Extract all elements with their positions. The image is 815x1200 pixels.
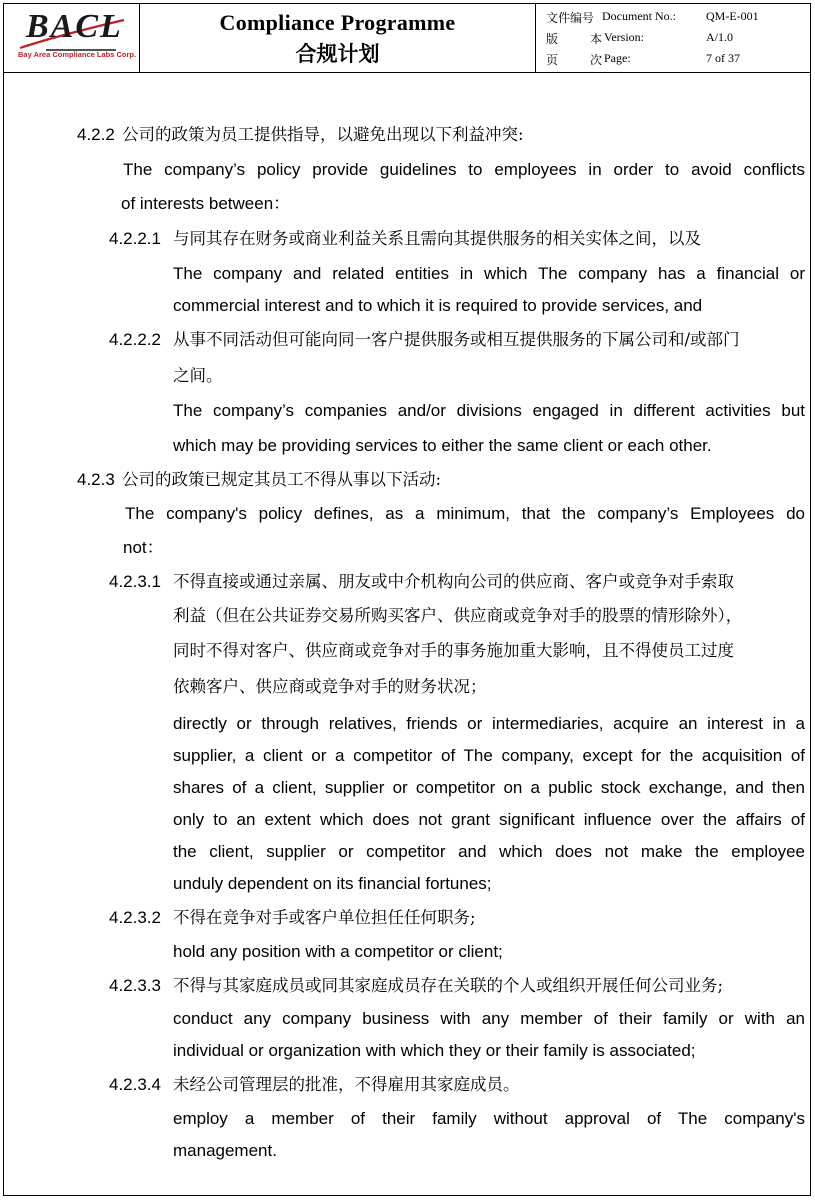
meta-label-zh-2: 次: [590, 53, 603, 67]
clause-number: 4.2.3.1: [109, 572, 161, 591]
logo-cell: [4, 4, 140, 72]
meta-label-zh: 版: [546, 32, 559, 46]
clause-text-zh: 同时不得对客户、供应商或竞争对手的事务施加重大影响，且不得使员工过度: [173, 641, 734, 660]
clause-text-zh: 不得直接或通过亲属、朋友或中介机构向公司的供应商、客户或竞争对手索取: [173, 572, 734, 591]
clause-text-en: The company and related entities in which The company has a financial or: [173, 264, 805, 283]
section-text-en: not：: [123, 538, 164, 557]
document-meta: [536, 4, 810, 72]
section-text-en: The company’s policy provide guidelines to employees in order to avoid conflicts: [123, 160, 805, 179]
meta-label-zh-2: 本: [590, 32, 603, 46]
clause-text-zh: 之间。: [173, 366, 223, 385]
clause-text-en: The company’s companies and/or divisions engaged in different activities but: [173, 401, 805, 420]
logo-subtitle: Bay Area Compliance Labs Corp.: [18, 50, 137, 59]
logo-wordmark: BACL: [26, 8, 123, 45]
clause-text-zh: 依赖客户、供应商或竞争对手的财务状况；: [173, 677, 487, 696]
section-text-en: of interests between：: [121, 194, 291, 213]
clause-text-en: hold any position with a competitor or client;: [173, 942, 503, 961]
clause-text-zh: 从事不同活动但可能向同一客户提供服务或相互提供服务的下属公司和/或部门: [173, 330, 740, 349]
clause-number: 4.2.2.1: [109, 229, 161, 248]
meta-label-en: Page:: [604, 51, 631, 65]
meta-label-en: Document No.:: [602, 9, 676, 23]
clause-text-en: management.: [173, 1141, 277, 1160]
clause-number: 4.2.3.3: [109, 976, 161, 995]
clause-text-en: commercial interest and to which it is required to provide services, and: [173, 296, 703, 315]
section-text-en: The company's policy defines, as a minimum, that the company’s Employees do: [125, 504, 805, 523]
clause-text-zh: 不得在竞争对手或客户单位担任任何职务;: [173, 908, 476, 927]
clause-text-zh: 与同其存在财务或商业利益关系且需向其提供服务的相关实体之间，以及: [173, 229, 701, 248]
clause-text-en: which may be providing services to either the same client or each other.: [173, 436, 712, 455]
clause-text-zh: 不得与其家庭成员或同其家庭成员存在关联的个人或组织开展任何公司业务;: [173, 976, 724, 995]
clause-text-en: shares of a client, supplier or competitor on a public stock exchange, and then: [173, 778, 805, 797]
section-number: 4.2.2: [77, 125, 115, 144]
clause-text-zh: 利益（但在公共证券交易所购买客户、供应商或竞争对手的股票的情形除外），: [173, 606, 743, 625]
section-number: 4.2.3: [77, 470, 115, 489]
clause-text-zh: 未经公司管理层的批准，不得雇用其家庭成员。: [173, 1075, 520, 1094]
title-english: Compliance Programme: [219, 10, 456, 35]
clause-number: 4.2.3.4: [109, 1075, 161, 1094]
clause-text-en: unduly dependent on its financial fortunes;: [173, 874, 492, 893]
meta-label-en: Version:: [604, 30, 644, 44]
clause-number: 4.2.3.2: [109, 908, 161, 927]
clause-text-en: employ a member of their family without approval of The company's: [173, 1109, 805, 1128]
clause-number: 4.2.2.2: [109, 330, 161, 349]
meta-label-zh: 页: [546, 53, 559, 67]
document-header: [3, 3, 811, 73]
clause-text-en: directly or through relatives, friends or intermediaries, acquire an interest in a: [173, 714, 805, 733]
title-cell: [140, 4, 536, 72]
section-text-zh: 公司的政策为员工提供指导，以避免出现以下利益冲突:: [122, 125, 524, 144]
clause-text-en: the client, supplier or competitor and which does not make the employee: [173, 842, 805, 861]
meta-value: QM-E-001: [706, 9, 759, 23]
meta-value: 7 of 37: [706, 51, 740, 65]
title-chinese: 合规计划: [295, 42, 380, 66]
meta-page: [546, 51, 806, 71]
meta-document-no: [546, 9, 806, 29]
section-text-zh: 公司的政策已规定其员工不得从事以下活动:: [122, 470, 442, 489]
meta-value: A/1.0: [706, 30, 733, 44]
meta-version: [546, 30, 806, 50]
clause-text-en: only to an extent which does not grant significant influence over the affairs of: [173, 810, 805, 829]
clause-text-en: individual or organization with which they or their family is associated;: [173, 1041, 696, 1060]
meta-label-zh: 文件编号: [546, 11, 595, 25]
clause-text-en: supplier, a client or a competitor of The company, except for the acquisition of: [173, 746, 805, 765]
clause-text-en: conduct any company business with any member of their family or with an: [173, 1009, 805, 1028]
